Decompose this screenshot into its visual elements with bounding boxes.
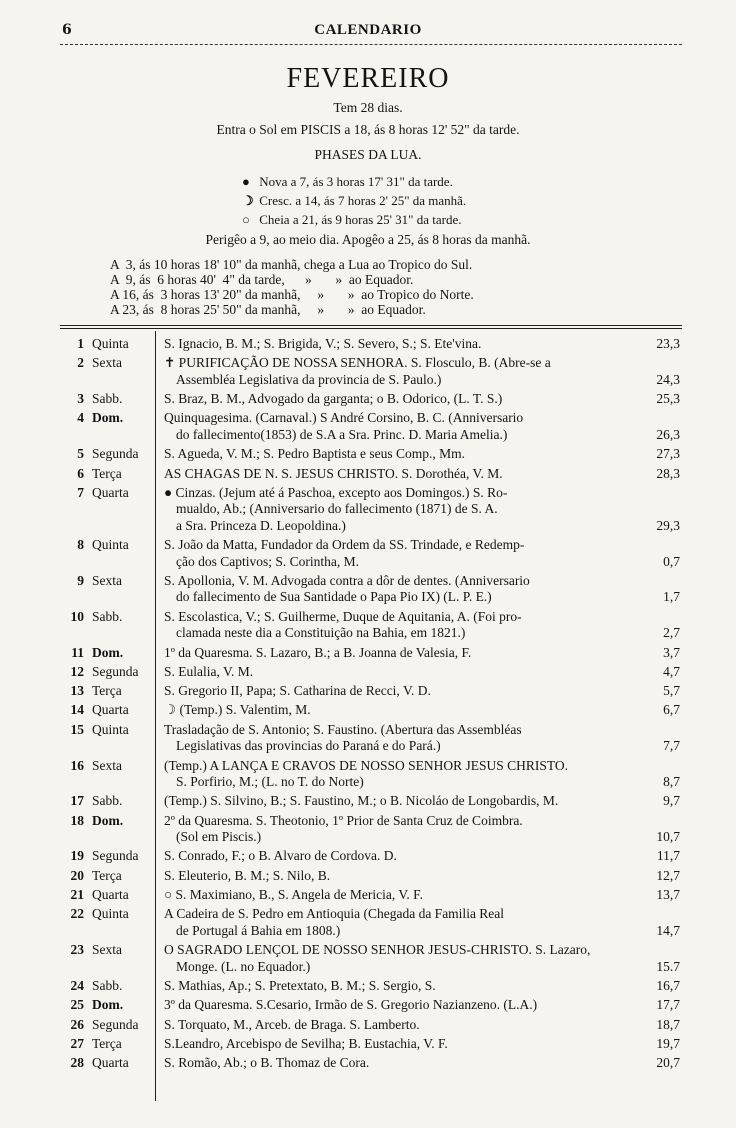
day-row [60,906,680,939]
day-number: 23 [70,942,84,958]
saints-text-line: Legislativas das provincias do Paraná e do Pará.) [176,738,441,754]
moon-age-value: 20,7 [656,1055,680,1071]
moon-age-value: 10,7 [656,829,680,845]
saints-text-line: S. Apollonia, V. M. Advogada contra a dôr de dentes. (Anniversario [164,572,530,588]
moon-phase-row [242,212,461,228]
day-number: 3 [77,391,84,407]
saints-text [164,664,658,681]
moon-age-value: 13,7 [656,887,680,902]
moon-age-value: 18,7 [656,1016,680,1032]
saints-text-line: S. Mathias, Ap.; S. Pretextato, B. M.; S. Sergio, S. [164,977,436,993]
moon-age-value: 8,7 [663,774,680,789]
day-number: 8 [77,537,84,553]
saints-text-line: S. Braz, B. M., Advogado da garganta; o B. Odorico, (L. T. S.) [164,391,503,407]
day-number: 1 [77,336,84,351]
saints-text [164,391,658,408]
saints-text-line: S. Torquato, M., Arceb. de Braga. S. Lamberto. [164,1016,420,1032]
day-number: 16 [70,757,84,773]
moon-age-value: 6,7 [663,702,680,718]
saints-text-line: (Temp.) A LANÇA E CRAVOS DE NOSSO SENHOR JESUS CHRISTO. [164,757,568,773]
day-number: 11 [71,644,84,660]
day-row [60,355,680,388]
weekday: Sexta [92,572,122,588]
day-row [60,537,680,570]
day-row [60,683,680,700]
moon-age-value: 16,7 [656,977,680,993]
day-row [60,793,680,810]
saints-text [164,609,658,642]
saints-text-line: S. Ignacio, B. M.; S. Brigida, V.; S. Severo, S.; S. Ete'vina. [164,336,482,351]
day-number: 24 [70,977,84,993]
day-row [60,702,680,719]
day-row [60,336,680,353]
moon-age-value: 17,7 [656,997,680,1013]
day-row [60,722,680,755]
weekday: Quarta [92,887,129,902]
moon-age-value: 12,7 [656,867,680,883]
weekday: Terça [92,465,122,481]
saints-text-line: S.Leandro, Arcebispo de Sevilha; B. Eustachia, V. F. [164,1035,448,1051]
saints-text [164,978,658,995]
saints-text-line: A Cadeira de S. Pedro em Antioquia (Chegada da Familia Real [164,906,505,922]
weekday: Sexta [92,942,122,958]
day-number: 2 [77,355,84,371]
saints-text-line: 1º da Quaresma. S. Lazaro, B.; a B. Joanna de Valesia, F. [164,644,472,660]
moon-age-value: 28,3 [656,465,680,481]
day-row [60,997,680,1014]
moon-age-value: 24,3 [656,371,680,387]
saints-text [164,793,658,810]
saints-text [164,702,658,719]
day-number: 12 [70,663,84,679]
day-number: 6 [77,465,84,481]
table-top-rule [60,325,682,326]
weekday: Dom. [92,812,124,828]
saints-text [164,410,658,443]
weekday: Terça [92,1035,122,1051]
saints-text-line: Monge. (L. no Equador.) [176,958,311,974]
moon-age-value: 29,3 [656,517,680,533]
moon-age-value: 2,7 [663,625,680,641]
month-title: FEVEREIRO [286,63,450,94]
day-row [60,446,680,463]
saints-text-line: S. Conrado, F.; o B. Alvaro de Cordova. D. [164,848,397,864]
saints-text [164,683,658,700]
weekday: Segunda [92,848,139,864]
weekday: Sabb. [92,793,123,809]
saints-text [164,722,658,755]
day-number: 4 [77,410,84,426]
moon-age-value: 23,3 [656,336,680,351]
saints-text-line: S. Romão, Ab.; o B. Thomaz de Cora. [164,1055,370,1071]
weekday: Dom. [92,410,124,426]
saints-text-line: 2º da Quaresma. S. Theotonio, 1º Prior de Santa Cruz de Coimbra. [164,812,523,828]
moon-phase-icon: ● [242,174,250,189]
day-row [60,758,680,791]
day-row [60,645,680,662]
saints-text-line: ção dos Captivos; S. Corintha, M. [176,553,359,569]
saints-text-line: (Sol em Piscis.) [176,829,262,845]
moon-age-value: 26,3 [656,426,680,442]
moon-phase-row [242,174,453,190]
day-row [60,1017,680,1034]
moon-age-value: 27,3 [656,446,680,462]
weekday: Segunda [92,446,139,462]
moon-age-value: 19,7 [656,1035,680,1051]
day-number: 9 [77,572,84,588]
day-row [60,609,680,642]
day-row [60,1036,680,1053]
saints-text-line: de Portugal á Bahia em 1808.) [176,922,341,938]
day-row [60,485,680,535]
saints-text [164,485,658,535]
saints-text [164,1017,658,1034]
saints-text [164,1036,658,1053]
weekday: Sabb. [92,977,123,993]
saints-text-line: AS CHAGAS DE N. S. JESUS CHRISTO. S. Dorothéa, V. M. [164,465,503,481]
saints-text [164,906,658,939]
moon-position-line: A 23, ás 8 horas 25' 50" da manhã, » » ao Equador. [110,302,426,317]
saints-text-line: ✝ PURIFICAÇÃO DE NOSSA SENHORA. S. Flosculo, B. (Abre-se a [164,355,551,371]
weekday: Quinta [92,336,129,351]
day-number: 14 [70,702,84,718]
saints-text-line: clamada neste dia a Constituição na Bahia, em 1821.) [176,625,466,641]
day-row [60,978,680,995]
saints-text [164,466,658,483]
saints-text [164,997,658,1014]
saints-text [164,942,658,975]
saints-text-line: S. João da Matta, Fundador da Ordem da SS. Trindade, e Redemp- [164,537,525,553]
moon-position-line: A 9, ás 6 horas 40' 4" da tarde, » » ao Equador. [110,272,414,287]
weekday: Quarta [92,702,129,718]
day-row [60,410,680,443]
day-number: 5 [77,446,84,462]
weekday: Sexta [92,355,122,371]
moon-age-value: 5,7 [663,683,680,699]
day-number: 13 [70,683,84,699]
weekday: Quarta [92,1055,129,1071]
saints-text-line: ☽ (Temp.) S. Valentim, M. [164,702,311,718]
weekday: Sabb. [92,391,123,407]
day-number: 25 [70,997,84,1013]
weekday: Quinta [92,537,129,553]
day-number: 22 [70,906,84,922]
day-number: 10 [70,608,84,624]
weekday: Sabb. [92,608,123,624]
day-number: 19 [70,848,84,864]
saints-text [164,1055,658,1072]
saints-text-line: S. Escolastica, V.; S. Guilherme, Duque de Aquitania, A. (Foi pro- [164,608,522,624]
saints-text [164,645,658,662]
weekday: Terça [92,683,122,699]
day-row [60,1055,680,1072]
day-number: 28 [70,1055,84,1071]
moon-phase-text: Cheia a 21, ás 9 horas 25' 31" da tarde. [256,212,462,227]
saints-text [164,573,658,606]
moon-age-value: 25,3 [656,391,680,407]
day-number: 27 [70,1035,84,1051]
weekday: Terça [92,867,122,883]
saints-text-line: (Temp.) S. Silvino, B.; S. Faustino, M.; o B. Nicoláo de Longobardis, M. [164,793,559,809]
weekday: Quarta [92,484,129,500]
saints-text-line: do fallecimento de Sua Santidade o Papa Pio IX) (L. P. E.) [176,589,492,605]
moon-age-value: 1,7 [663,589,680,605]
moon-phase-icon: ☽ [242,193,254,208]
saints-text-line: ○ S. Maximiano, B., S. Angela de Mericia, V. F. [164,887,423,902]
moon-phase-icon: ○ [242,212,250,227]
weekday: Quinta [92,721,129,737]
phases-title: PHASES DA LUA. [314,147,422,162]
saints-text-line: S. Gregorio II, Papa; S. Catharina de Recci, V. D. [164,683,431,699]
day-row [60,391,680,408]
weekday: Segunda [92,663,139,679]
saints-text [164,813,658,846]
moon-position-line: A 16, ás 3 horas 13' 20" da manhã, » » ao Tropico do Norte. [110,287,474,302]
saints-text [164,537,658,570]
header-rule [60,44,682,45]
saints-text [164,355,658,388]
month-days: Tem 28 dias. [333,100,403,115]
moon-position-line: A 3, ás 10 horas 18' 10" da manhã, chega a Lua ao Tropico do Sul. [110,257,473,272]
moon-age-value: 4,7 [663,663,680,679]
day-row [60,664,680,681]
moon-phase-text: Nova a 7, ás 3 horas 17' 31" da tarde. [256,174,453,189]
saints-text-line: S. Agueda, V. M.; S. Pedro Baptista e seus Comp., Mm. [164,446,466,462]
day-number: 26 [70,1016,84,1032]
saints-text [164,848,658,865]
day-row [60,942,680,975]
running-title: CALENDARIO [314,22,422,38]
page-number: 6 [62,22,72,38]
weekday: Sexta [92,757,122,773]
saints-text-line: ● Cinzas. (Jejum até á Paschoa, excepto aos Domingos.) S. Ro- [164,484,508,500]
day-number: 20 [70,867,84,883]
moon-age-value: 14,7 [656,922,680,938]
perigee-apogee: Perigêo a 9, ao meio dia. Apogêo a 25, ás 8 horas da manhã. [205,232,531,247]
day-number: 17 [70,793,84,809]
moon-phase-row [242,193,466,209]
moon-age-value: 0,7 [663,553,680,569]
day-number: 18 [70,812,84,828]
day-row [60,573,680,606]
moon-age-value: 11,7 [656,848,680,864]
saints-text [164,868,658,885]
day-row [60,466,680,483]
moon-age-value: 3,7 [663,644,680,660]
moon-age-value: 7,7 [663,738,680,754]
saints-text [164,336,658,353]
day-row [60,887,680,904]
moon-phase-text: Cresc. a 14, ás 7 horas 2' 25" da manhã. [256,193,467,208]
saints-text [164,758,658,791]
weekday: Segunda [92,1016,139,1032]
weekday: Quinta [92,906,129,922]
day-row [60,868,680,885]
day-row [60,848,680,865]
saints-text-line: Trasladação de S. Antonio; S. Faustino. (Abertura das Assembléas [164,721,522,737]
saints-text [164,446,658,463]
weekday: Dom. [92,644,124,660]
saints-text-line: mualdo, Ab.; (Anniversario do fallecimento (1871) de S. A. [176,501,498,517]
saints-text-line: do fallecimento(1853) de S.A a Sra. Princ. D. Maria Amelia.) [176,426,508,442]
saints-text [164,887,658,904]
day-number: 7 [77,484,84,500]
weekday: Dom. [92,997,124,1013]
saints-text-line: S. Eulalia, V. M. [164,663,254,679]
saints-text-line: S. Porfirio, M.; (L. no T. do Norte) [176,774,364,789]
saints-text-line: a Sra. Princeza D. Leopoldina.) [176,517,346,533]
table-top-rule-2 [60,328,682,329]
day-row [60,813,680,846]
day-number: 15 [70,721,84,737]
moon-age-value: 15.7 [656,958,680,974]
saints-text-line: Quinquagesima. (Carnaval.) S André Corsino, B. C. (Anniversario [164,410,524,426]
saints-text-line: Assembléa Legislativa da provincia de S. Paulo.) [176,371,442,387]
sun-entry: Entra o Sol em PISCIS a 18, ás 8 horas 12' 52" da tarde. [216,122,520,137]
saints-text-line: O SAGRADO LENÇOL DE NOSSO SENHOR JESUS-CHRISTO. S. Lazaro, [164,942,591,958]
day-number: 21 [70,887,84,902]
saints-text-line: S. Eleuterio, B. M.; S. Nilo, B. [164,867,331,883]
saints-text-line: 3º da Quaresma. S.Cesario, Irmão de S. Gregorio Nazianzeno. (L.A.) [164,997,538,1013]
moon-age-value: 9,7 [663,793,680,809]
